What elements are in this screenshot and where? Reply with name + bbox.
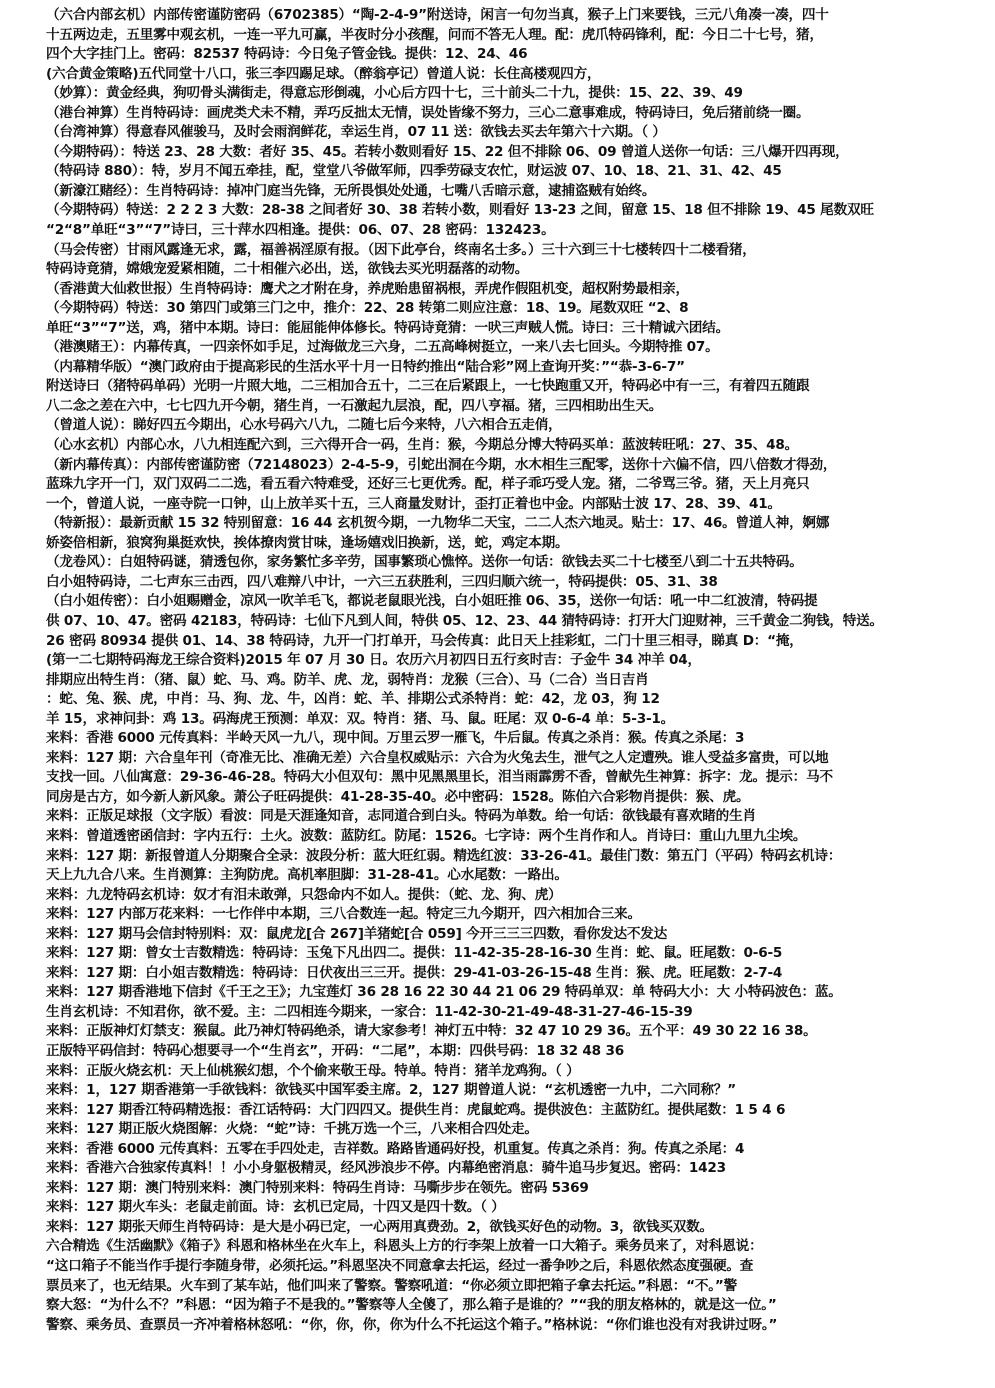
text-line: 来料：127 期香江特码精选报：香江话特码：大门四四又。提供生肖：虎鼠蛇鸡。提供波色：主蓝防红。提供尾数：1 5 4 6	[46, 1101, 786, 1118]
text-line: 察大怒：“为什么不？”科恩：“因为箱子不是我的。”警察等人全傻了，那么箱子是谁的？”“我的朋友格林的，就是这一位。”	[46, 1297, 777, 1314]
text-line: （马会传密）甘雨风露逢无求，露，福善祸淫原有报。（因下此亭台，终南名士多。）三十六到三十七楼转四十二楼看猪，	[46, 241, 756, 258]
text-line: （妙算）：黄金经典，狗叨骨头满街走，得意忘形倒魂，小心后方四十七，三十前头二十九，提供：15、22、39、49	[46, 85, 743, 102]
text-line: 来料：正版神灯灯禁支：猴鼠。此乃神灯特码绝杀，请大家参考！神灯五中特：32 47 10 29 36。五个平：49 30 22 16 38。	[46, 1023, 817, 1040]
text-line: 羊 15，求神问卦：鸡 13。码海虎王预测：单双：双。特肖：猪、马、鼠。旺尾：双 0-6-4 单：5-3-1。	[46, 710, 675, 727]
text-line: 来料：127 期火车头：老鼠走前面。诗：玄机已定局，十四又是四十数。（ ）	[46, 1199, 505, 1216]
text-line: 一个，曾道人说，一座寺院一口钟，山上放羊买十五，三人商量发财计，歪打正着也中金。内部贴士波 17、28、39、41。	[46, 495, 781, 512]
text-line: （台湾神算）得意春风催骏马，及时会雨润鲜花，幸运生肖，07 11 送：欲钱去买去年第六十六期。（ ）	[46, 124, 666, 141]
text-line: 票员来了，也无结果。火车到了某车站，他们叫来了警察。警察吼道：“你必须立即把箱子拿去托运。”科恩：“不。”警	[46, 1277, 738, 1294]
text-line: （今期特码）特送：2 2 2 3 大数：28-38 之间者好 30、38 若转小数，则看好 13-23 之间，留意 15、18 但不排除 19、45 尾数双旺	[46, 202, 874, 219]
text-line: 来料：正版火烧玄机：天上仙桃猴幻想，个个偷来敬王母。特单。特肖：猪羊龙鸡狗。（ ）	[46, 1062, 580, 1079]
text-line: 来料：127 期：白小姐吉数精选：特码诗：日伏夜出三三开。提供：29-41-03-26-15-48 生肖：猴、虎。旺尾数：2-7-4	[46, 964, 783, 981]
text-line: 来料：127 期：六合皇年刊（奇准无比、准确无差）六合皇权威贴示：六合为火兔去生，泄气之人定遭殃。谁人受益多富贵，可以地	[46, 749, 829, 766]
text-line: 正版特平码信封：特码心想要寻一个“生肖玄”，开码：“二尾”，本期：四供号码：18 32 48 36	[46, 1042, 624, 1059]
document-text	[46, 6, 981, 1335]
text-line: 生肖玄机诗：不知君你，欲不爱。主：二四相连今期来，一家合：11-42-30-21-49-48-31-27-46-15-39	[46, 1003, 693, 1020]
text-line: 来料：127 期：曾女士吉数精选：特码诗：玉兔下凡出四二。提供：11-42-35-28-16-30 生肖：蛇、鼠。旺尾数：0-6-5	[46, 945, 783, 962]
text-line: 来料：九龙特码玄机诗：奴才有泪未敢弹，只怨命内不如人。提供：（蛇、龙、狗、虎）	[46, 886, 562, 903]
text-line: “2“8”单旺“3”“7”诗曰，三十萍水四相逢。提供：06、07、28 密码：132423。	[46, 222, 555, 239]
text-line: （曾道人说）：睇好四五今期出，心水号码六八九，二随七后今来特，八六相合五走俏，	[46, 417, 562, 434]
text-line: （白小姐传密）：白小姐赐赠金，凉风一吹羊毛飞，都说老鼠眼光浅，白小姐旺推 06、35，送你一句话：吼一中二红波清，特码提	[46, 593, 818, 610]
text-line: 来料：127 期马会信封特别料：双：鼠虎龙[合 267]羊猪蛇[合 059] 今开三三三四数，看你发达不发达	[46, 925, 668, 942]
text-line: 四个大字挂门上。密码：82537 特码诗：今日兔子管金钱。提供：12、24、46	[46, 46, 528, 63]
text-line: 蓝珠九字开一门，双门双码二二选，看五看六特难受，还好三七更优秀。配，样子乖巧受人宠。猪，二爷骂三爷。猪，天上月亮只	[46, 476, 810, 493]
text-line: （龙卷风）：白姐特码谜，猜透包你，家务繁忙多辛劳，国事繁琐心憔悴。送你一句话：欲钱去买二十七楼至八到二十五共特码。	[46, 554, 803, 571]
text-line: （内幕精华版）“澳门政府由于提高彩民的生活水平十月一日特约推出“陆合彩”网上查询开奖：”“恭-3-6-7”	[46, 358, 685, 375]
text-line: （特码诗 880）：特，岁月不闻五牵挂，配，堂堂八爷做军师，四季劳碌支农忙，财运波 07、10、18、21、31、42、45	[46, 163, 782, 180]
text-line: （六合内部玄机）内部传密谨防密码（6702385）“陶-2-4-9”附送诗，闲言一句勿当真，猴子上门来要钱，三元八角凑一凑，四十	[46, 7, 829, 23]
text-line: （特新报）：最新贡献 15 32 特别留意：16 44 玄机贺今期，一九物华二天宝，二二人杰六地灵。贴士：17、46。曾道人神，婀娜	[46, 515, 830, 532]
text-line: （今期特码）特送：30 第四门或第三门之中，推介：22、28 转第二则应注意：18、19。尾数双旺 “2、8	[46, 300, 689, 317]
text-line: （港台神算）生肖特码诗：画虎类犬未不精，弄巧反拙太无情，误处皆缘不努力，三心二意事难成，特码诗曰，免后猪前绕一圈。	[46, 104, 810, 121]
text-line: 来料：127 期香港地下信封《千王之王》；九宝莲灯 36 28 16 22 30 44 21 06 29 特码单双：单 特码大小：大 小特码波色：蓝。	[46, 984, 842, 1001]
text-line: 来料：香港 6000 元传真料：半岭天风一九八，现中间。万里云罗一雁飞，牛后鼠。传真之杀肖：猴。传真之杀尾：3	[46, 730, 745, 747]
text-line: （今期特码）：特送 23、28 大数：者好 35、45。若转小数则看好 15、22 但不排除 06、09 曾道人送你一句话：三八爆开四再现，	[46, 143, 849, 160]
text-line: （新内幕传真）：内部传密谨防密（72148023）2-4-5-9，引蛇出洞在今期，水木相生三配零，送你十六偏不信，四八倍数才得劲，	[46, 456, 837, 473]
text-line: 来料：1，127 期香港第一手欲钱料：欲钱买中国军委主席。2，127 期曾道人说：“玄机透密一九中，二六同称？”	[46, 1082, 736, 1099]
text-line: （香港黄大仙救世报）生肖特码诗：鹰犬之才附在身，养虎贻患留祸根，弄虎作假阻机变，超权附势最相亲，	[46, 280, 689, 297]
text-line: 附送诗曰（猪特码单码）光明一片照大地，二三相加合五十，二三在后紧跟上，一七快跑重又开，特码必中有一三，有着四五随跟	[46, 378, 810, 395]
text-line: 娇姿倍相新，狼窝狗巢挺欢快，挨体撩肉赏甘味，逢场嬉戏旧换新，送，蛇，鸡定本期。	[46, 534, 569, 551]
text-line: 26 密码 80934 提供 01、14、38 特码诗，九开一门打单开，马会传真：此日天上挂彩虹，二门十里三相寻，睇真 D：“掩，	[46, 632, 803, 649]
text-line: 来料：127 内部万花来料：一七作伴中本期，三八合数连一起。特定三九今期开，四六相加合三来。	[46, 906, 641, 923]
text-line: 白小姐特码诗，二七声东三击西，四八难辩八中计，一六三五获胜利，三四归顺六统一，特码提供：05、31、38	[46, 573, 718, 590]
text-line: 来料：127 期：新报曾道人分期聚合全录：波段分析：蓝大旺红弱。精选红波：33-26-41。最佳门数：第五门（平码）特码玄机诗：	[46, 847, 842, 864]
text-line: 单旺“3”“7”送，鸡，猪中本期。诗曰：能屈能伸体修长。特码诗竟猜：一吠三声贼人慌。诗曰：三十精诚六团结。	[46, 319, 729, 336]
text-line: 排期应出特生肖：（猪、鼠）蛇、马、鸡。防羊、虎、龙，弱特肖：龙猴（三合）、马（二合）当日吉肖	[46, 671, 649, 688]
text-line: （港澳赌王）：内幕传真，一四亲怀如手足，过海做龙三六身，二五高峰树挺立，一来八去七回头。今期特推 07。	[46, 339, 719, 356]
text-line: 来料：127 期：澳门特别来料：澳门特别来料：特码生肖诗：马嘶步步在领先。密码 5369	[46, 1179, 589, 1196]
text-line: 六合精选《生活幽默》《箱子》科恩和格林坐在火车上，科恩头上方的行李架上放着一口大箱子。乘务员来了，对科恩说：	[46, 1238, 763, 1255]
text-line: “这口箱子不能当作手提行李随身带，必须托运。”科恩坚决不同意拿去托运，经过一番争吵之后，科恩依然态度强硬。查	[46, 1258, 754, 1274]
text-line: 来料：香港 6000 元传真料：五零在手四处走，吉祥数。路路皆通码好投，机重复。传真之杀肖：狗。传真之杀尾：4	[46, 1140, 745, 1157]
text-line: （心水玄机）内部心水，八九相连配六到，三六得开合一码，生肖：猴，今期总分博大特码买单：蓝波转旺吼：27、35、48。	[46, 437, 799, 454]
text-line: 天上九九合八来。生肖测算：主狗防虎。高机率胆脚：31-28-41。心水尾数：一路出。	[46, 867, 568, 884]
text-line: 同房是古方，如今新人新风象。萧公子旺码提供：41-28-35-40。必中密码：1528。陈伯六合彩物肖提供：猴、虎。	[46, 788, 750, 805]
text-line: (六合黄金策略)五代同堂十八口，张三李四踢足球。（醉翁亭记）曾道人说：长住高楼观四方，	[46, 65, 601, 82]
text-line: 十五两边走，五里雾中观玄机，一连一平九可赢，半夜时分小孩醒，问而不答无人理。配：虎爪特码锋利，配：今日二十七号，猪，	[46, 26, 823, 43]
text-line: 警察、乘务员、查票员一齐冲着格林怒吼：“你，你，你，你为什么不托运这个箱子。”格林说：“你们谁也没有对我讲过呀。”	[46, 1316, 778, 1333]
text-line: 特码诗竟猜，嫦娥宠爱紧相随，二十相催六必出，送，欲钱去买光明磊落的动物。	[46, 261, 529, 278]
text-line: 来料：127 期张天师生肖特码诗：是大是小码已定，一心两用真费劲。2，欲钱买好色的动物。3，欲钱买双数。	[46, 1218, 713, 1235]
text-line: ：蛇、兔、猴、虎，中肖：马、狗、龙、牛，凶肖：蛇、羊、排期公式杀特肖：蛇：42，龙 03，狗 12	[46, 691, 660, 708]
text-line: 来料：香港六合独家传真料！！小小身躯极精灵，经风涉浪步不停。内幕绝密消息：骑牛追马步复迟。密码：1423	[46, 1160, 726, 1177]
text-line: (第一二七期特码海龙王综合资料)2015 年 07 月 30 日。农历六月初四日五行亥时吉：子金牛 34 冲羊 04，	[46, 652, 701, 669]
text-line: 八二念之差在六中，七七四九开今朝，猪生肖，一石激起九层浪，配，四八亨福。猪，三四相助出生天。	[46, 397, 663, 414]
text-line: 供 07、10、47。密码 42183，特码诗：七仙下凡到人间，特供 05、12、23、44 猜特码诗：打开大门迎财神，三千黄金二狗钱，特送。	[46, 612, 883, 629]
text-line: 来料：127 期正版火烧图解：火烧：“蛇”诗：千挑万选一个三，八来相合四处走。	[46, 1121, 538, 1138]
text-line: 来料：正版足球报（文字版）看波：同是天涯逢知音，志同道合到白头。特码为单数。给一句话：欲钱最有喜欢睹的生肖	[46, 808, 756, 825]
text-line: 支找一回。八仙寓意：29-36-46-28。特码大小但双句：黑中见黑黑里长，泪当雨霹雳不香，曾献先生神算：拆字：龙。提示：马不	[46, 769, 833, 786]
text-line: 来料：曾道透密函信封：字内五行：土火。波数：蓝防红。防尾：1526。七字诗：两个生肖作和人。肖诗曰：重山九里九尘埃。	[46, 827, 807, 844]
text-line: （新濠江赌经）：生肖特码诗：掉冲门庭当先锋，无所畏惧处处通，七嘴八舌暗示意，逮捕盗贼有始终。	[46, 182, 656, 199]
